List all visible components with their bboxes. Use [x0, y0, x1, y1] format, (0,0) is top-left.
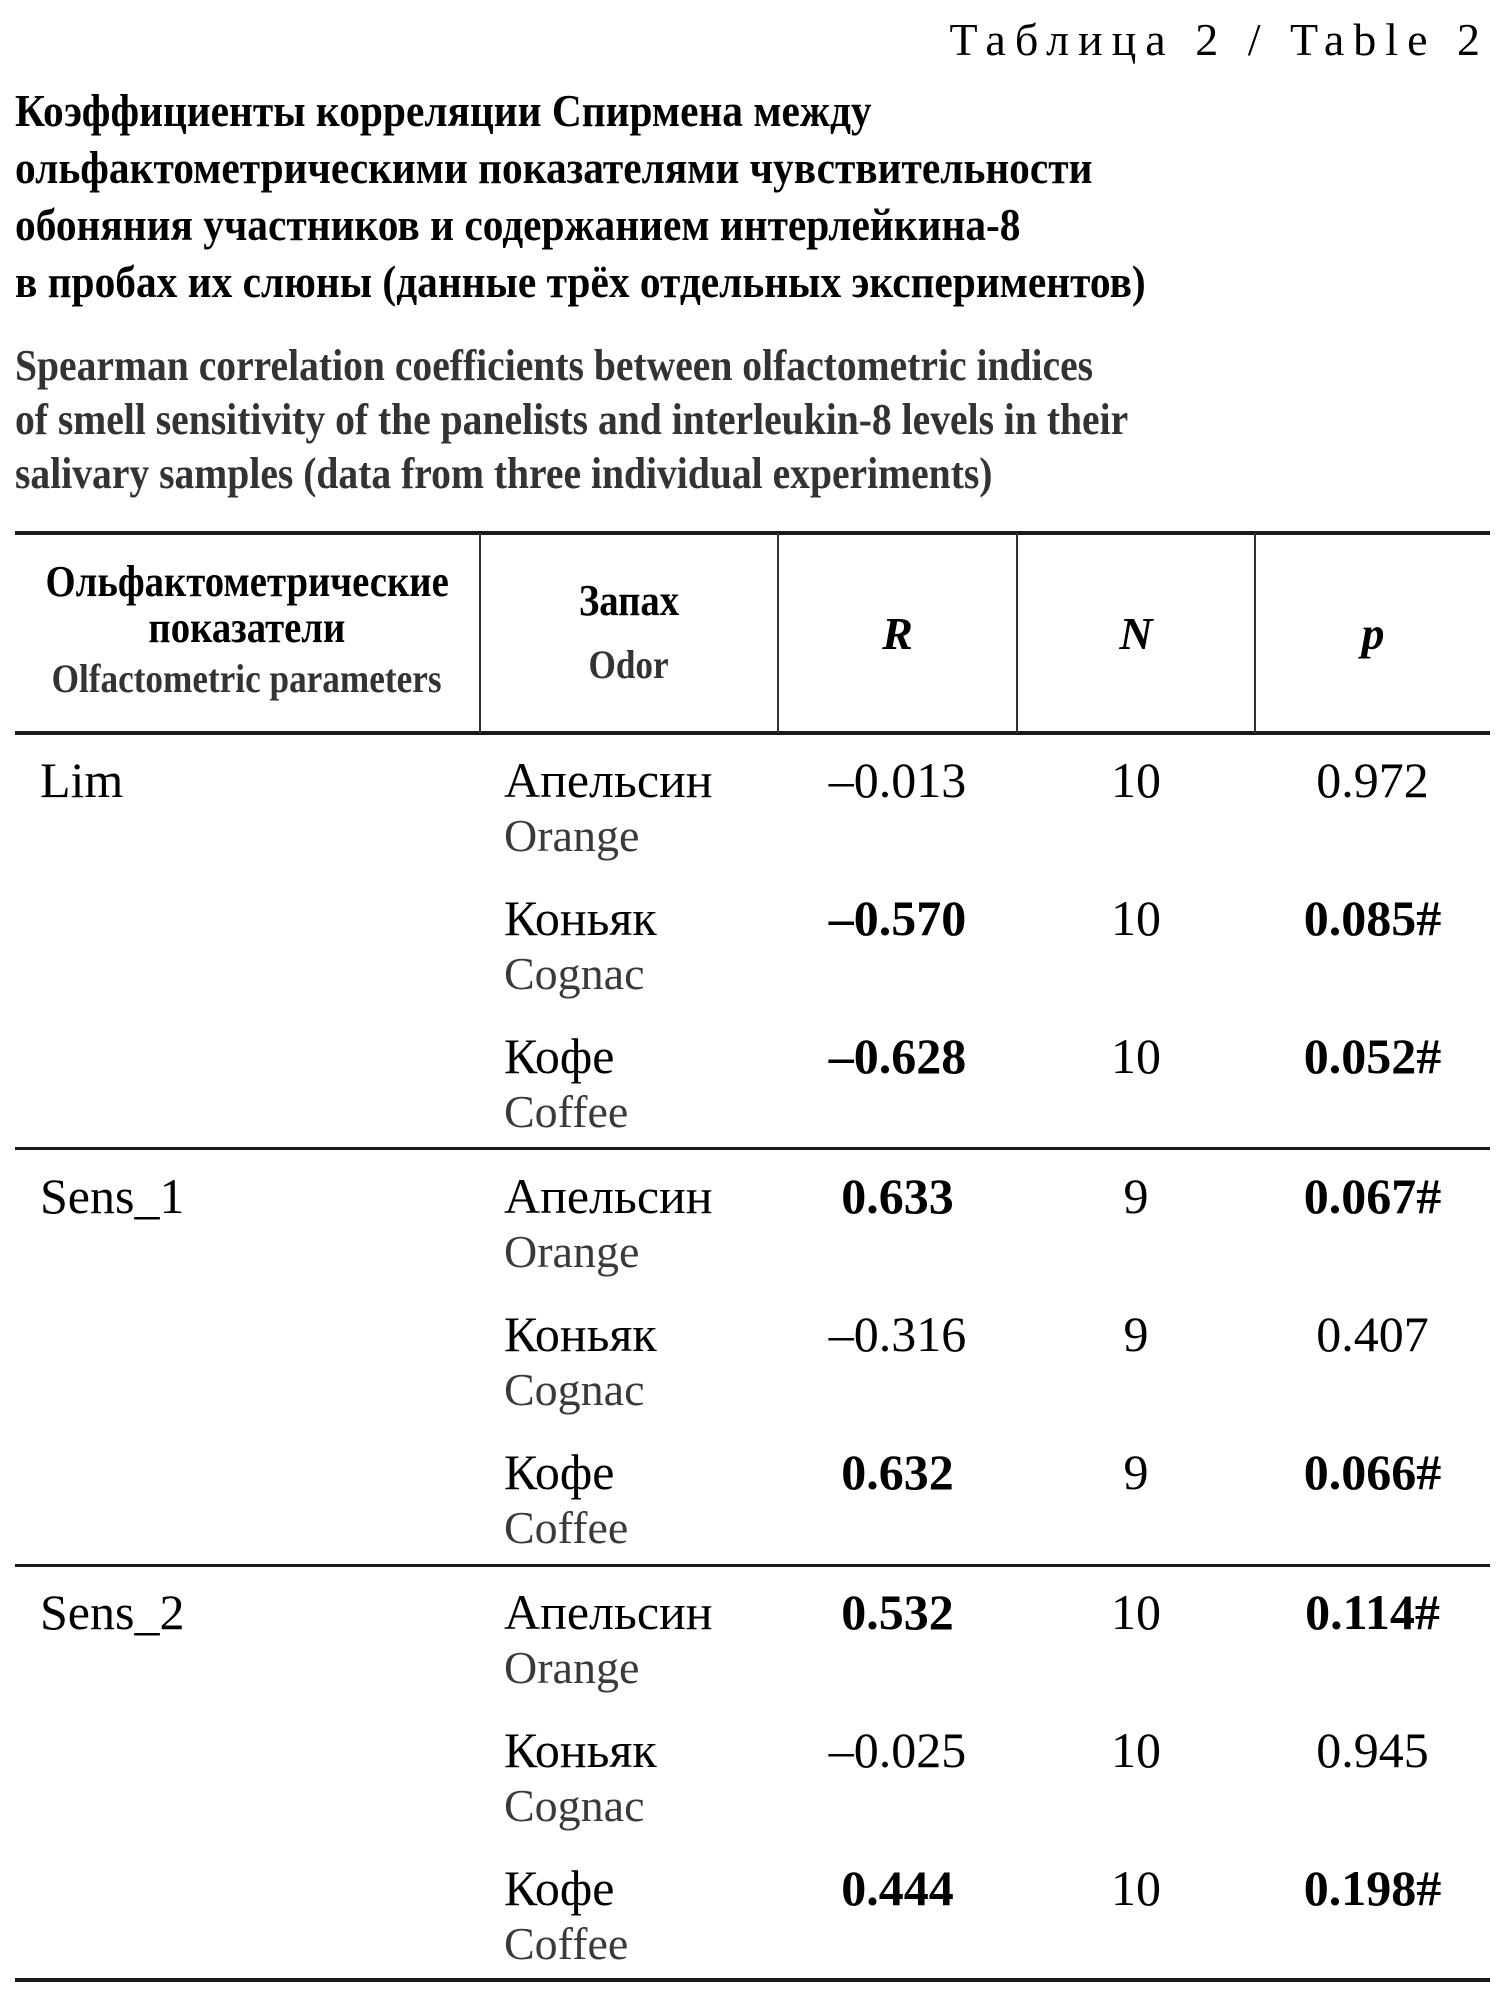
header-r-label: R [882, 607, 913, 659]
odor-ru: Кофе [504, 1028, 615, 1084]
odor-ru: Кофе [504, 1860, 615, 1916]
header-param-ru: Ольфактометрические [45, 557, 449, 606]
n-value: 10 [1111, 1584, 1161, 1640]
header-p-label: p [1361, 607, 1385, 659]
odor-ru: Коньяк [504, 1722, 657, 1778]
n-value: 10 [1111, 1028, 1161, 1084]
odor-cell [504, 1444, 628, 1556]
header-bottom-rule [15, 731, 1490, 735]
header-param-ru: показатели [148, 603, 346, 652]
title-ru-line: Коэффициенты корреляции Спирмена между [15, 85, 872, 136]
title-en-line: salivary samples (data from three individual experiments) [15, 449, 993, 498]
header-n [1018, 535, 1254, 731]
r-value: 0.532 [841, 1584, 954, 1640]
title-english [15, 339, 1128, 501]
odor-en: Cognac [504, 948, 645, 999]
n-value: 9 [1123, 1168, 1149, 1224]
n-value: 9 [1123, 1444, 1149, 1500]
odor-en: Coffee [504, 1502, 629, 1553]
r-value: –0.628 [828, 1028, 967, 1084]
odor-cell [504, 1584, 713, 1696]
odor-cell [504, 1028, 628, 1140]
p-value: 0.085# [1303, 890, 1442, 946]
header-r [779, 535, 1016, 731]
parameter-name: Sens_2 [40, 1584, 185, 1640]
n-value: 10 [1111, 1860, 1161, 1916]
r-value: –0.013 [828, 752, 967, 808]
n-value: 10 [1111, 752, 1161, 808]
odor-ru: Апельсин [504, 1168, 713, 1224]
title-en-line: Spearman correlation coefficients between olfactometric indices [15, 341, 1094, 390]
header-n-label: N [1119, 607, 1153, 659]
title-ru-line: в пробах их слюны (данные трёх отдельных экспериментов) [15, 256, 1146, 307]
p-value: 0.067# [1303, 1168, 1442, 1224]
header-parameters [15, 535, 479, 731]
n-value: 10 [1111, 890, 1161, 946]
odor-en: Orange [504, 810, 640, 861]
r-value: 0.444 [841, 1860, 954, 1916]
parameter-name: Lim [40, 752, 124, 808]
odor-ru: Апельсин [504, 752, 713, 808]
odor-ru: Кофе [504, 1444, 615, 1500]
group-separator [15, 1564, 1490, 1567]
header-odor [481, 535, 777, 731]
title-ru-line: ольфактометрическими показателями чувствительности [15, 142, 1093, 193]
title-en-line: of smell sensitivity of the panelists and interleukin-8 levels in their [15, 395, 1129, 444]
header-param-en: Olfactometric parameters [52, 656, 442, 701]
p-value: 0.407 [1316, 1306, 1429, 1362]
group-separator [15, 1147, 1490, 1150]
p-value: 0.066# [1303, 1444, 1442, 1500]
odor-cell [504, 1860, 628, 1972]
odor-en: Orange [504, 1642, 640, 1693]
odor-en: Cognac [504, 1364, 645, 1415]
parameter-name: Sens_1 [40, 1168, 185, 1224]
p-value: 0.198# [1303, 1860, 1442, 1916]
odor-en: Coffee [504, 1086, 629, 1137]
title-ru-line: обоняния участников и содержанием интерлейкина-8 [15, 199, 1021, 250]
header-odor-ru: Запах [578, 576, 680, 625]
p-value: 0.945 [1316, 1722, 1429, 1778]
odor-ru: Коньяк [504, 890, 657, 946]
odor-ru: Коньяк [504, 1306, 657, 1362]
p-value: 0.052# [1303, 1028, 1442, 1084]
odor-ru: Апельсин [504, 1584, 713, 1640]
odor-en: Cognac [504, 1780, 645, 1831]
n-value: 9 [1123, 1306, 1149, 1362]
odor-en: Coffee [504, 1918, 629, 1969]
r-value: –0.025 [828, 1722, 967, 1778]
odor-cell [504, 752, 713, 864]
odor-en: Orange [504, 1226, 640, 1277]
n-value: 10 [1111, 1722, 1161, 1778]
title-russian [15, 82, 1146, 310]
odor-cell [504, 1722, 657, 1834]
odor-cell [504, 1168, 713, 1280]
header-odor-en: Odor [588, 642, 670, 687]
odor-cell [504, 890, 657, 1002]
table-label: Таблица 2 / Table 2 [949, 14, 1489, 65]
odor-cell [504, 1306, 657, 1418]
r-value: 0.632 [841, 1444, 954, 1500]
r-value: –0.316 [828, 1306, 967, 1362]
table-bottom-rule [15, 1978, 1490, 1982]
r-value: –0.570 [828, 890, 967, 946]
p-value: 0.114# [1305, 1584, 1440, 1640]
header-p [1256, 535, 1490, 731]
p-value: 0.972 [1316, 752, 1429, 808]
r-value: 0.633 [841, 1168, 954, 1224]
